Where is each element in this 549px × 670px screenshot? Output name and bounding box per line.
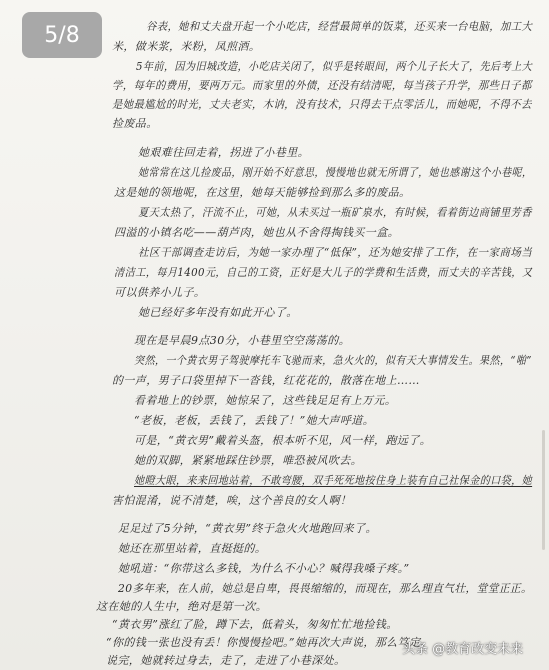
text-line: 四溢的小镇名吃——葫芦肉，她也从不舍得掏钱买一盒。 [114,226,399,239]
text-line: 社区干部调查走访后，为她一家办理了“低保”，还为她安排了工作，在一家商场当 [138,246,533,259]
text-line: 米，做米浆，米粉，凤煎酒。 [112,40,261,53]
text-line: 现在是早晨9点30分，小巷里空空荡荡的。 [134,334,350,347]
text-line: 可是，“黄衣男”戴着头盔，根本听不见，风一样，跑远了。 [134,434,432,447]
text-line: 清洁工，每月1400元，自己的工资，正好是大儿子的学费和生活费，而丈夫的辛苦钱，又 [114,266,533,279]
text-line: 5年前，因为旧城改造，小吃店关闭了，似乎是转眼间，两个儿子长大了，先后考上大 [136,60,533,73]
text-line: 这是她的领地呢，在这里，她每天能够捡到那么多的废品。 [114,186,411,199]
text-line: 的一声，男子口袋里掉下一沓钱，红花花的，散落在地上…… [112,374,420,387]
text-line: “老板，老板，丢钱了，丢钱了！”她大声呼道。 [134,414,375,427]
text-line: 夏天太热了，汗流不止，可她，从未买过一瓶矿泉水，有时候，看着街边商铺里芳香 [138,206,532,219]
text-line: 突然，一个黄衣男子驾驶摩托车飞驰而来，急火火的，似有天大事情发生。果然，“啪” [134,354,532,367]
text-line: 看着地上的钞票，她惊呆了，这些钱足足有上万元。 [134,394,397,407]
text-line: “黄衣男”涨红了脸，蹲下去，低着头，匆匆忙忙地捡钱。 [112,618,398,631]
text-line: 是她最尴尬的时光，丈夫老实，木讷，没有技术，只得去干点零活儿，而她呢，不得不去 [112,98,532,111]
text-line: 她吼道：“你带这么多钱，为什么不小心？喊得我嗓子疼。” [118,562,410,575]
text-line: 可以供养小儿子。 [114,286,206,299]
text-line: 20多年来，在人前，她总是自卑，畏畏缩缩的，而现在，那么理直气壮，堂堂正正。 [118,582,533,595]
watermark: 头条 @教育改变未来 [402,642,524,657]
text-line: 捡废品。 [112,117,158,130]
scrollbar[interactable] [542,430,545,550]
text-line: 这在她的人生中，绝对是第一次。 [96,600,267,613]
text-line: 她常常在这儿捡废品，刚开始不好意思，慢慢地也就无所谓了，她也感谢这个小巷呢， [138,166,533,179]
underlined-text-line: 她瞪大眼，来来回地站着，不敢弯腰，双手死死地按住身上装有自己社保金的口袋，她 [134,474,533,487]
text-line: 害怕混淆，说不清楚，唉，这个善良的女人啊！ [112,494,352,507]
text-line: 她艰难往回走着，拐进了小巷里。 [138,146,309,159]
text-line: 谷表，她和丈夫盘开起一个小吃店，经营最简单的饭菜，还买来一台电脑，加工大 [146,20,533,33]
text-line: 她的双脚，紧紧地踩住钞票，唯恐被风吹去。 [134,454,362,467]
page-counter-badge: 5/8 [22,12,102,58]
text-line: 学，每年的费用，要两万元。而家里的外债，还没有结清呢，每当孩子升学，那些日子都 [112,79,532,92]
text-line: 说完，她就转过身去，走了，走进了小巷深处。 [106,654,346,667]
text-line: 她已经好多年没有如此开心了。 [138,306,298,319]
text-line: 她还在那里站着，直挺挺的。 [118,542,267,555]
text-line: 足足过了5分钟，“黄衣男”终于急火火地跑回来了。 [118,522,377,535]
text-line: “你的钱一张也没有丢！你慢慢捡吧。”她再次大声说，那么笃定。 [106,636,432,649]
